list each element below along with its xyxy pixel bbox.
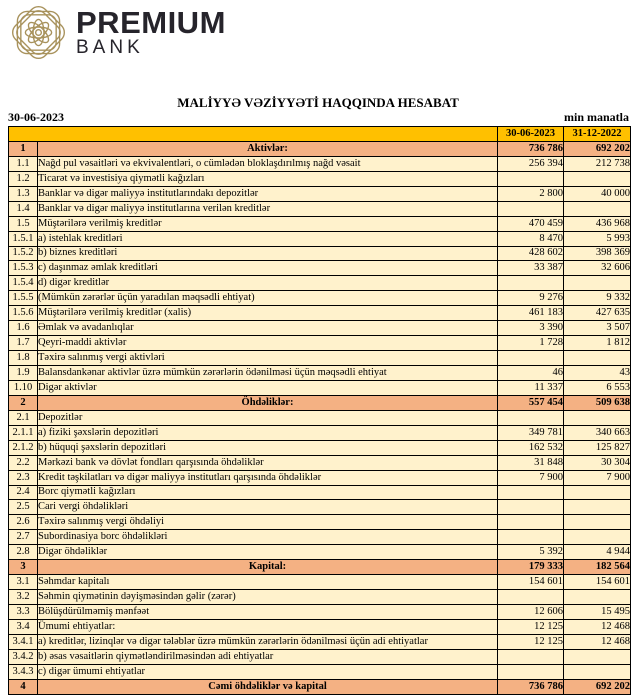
table-row	[9, 216, 631, 231]
unit-label: min manatla	[563, 110, 629, 124]
row-label-cell: Subordinasiya borc öhdəlikləri	[38, 530, 498, 545]
value-prior-cell	[564, 664, 631, 679]
row-number-cell: 1.4	[9, 201, 38, 216]
value-current-cell: 256 394	[498, 156, 564, 171]
table-row	[9, 664, 631, 679]
table-row	[9, 649, 631, 664]
row-number-cell: 2.8	[9, 545, 38, 560]
row-label-cell: b) biznes kreditləri	[38, 246, 498, 261]
row-number-cell: 1.5.2	[9, 246, 38, 261]
value-current-cell: 349 781	[498, 425, 564, 440]
table-row	[9, 366, 631, 381]
row-label-cell: b) hüquqi şəxslərin depozitləri	[38, 440, 498, 455]
value-current-cell	[498, 515, 564, 530]
value-prior-cell: 32 606	[564, 261, 631, 276]
table-row	[9, 470, 631, 485]
row-label-cell: Bölüşdürülməmiş mənfəət	[38, 605, 498, 620]
value-current-cell: 33 387	[498, 261, 564, 276]
value-current-cell: 3 390	[498, 321, 564, 336]
row-label-cell: Balansdankənar aktivlər üzrə mümkün zərərlərin ödənilməsi üçün məqsədli ehtiyat	[38, 366, 498, 381]
table-row	[9, 619, 631, 634]
table-row	[9, 679, 631, 694]
value-current-cell	[498, 276, 564, 291]
value-current-cell: 46	[498, 366, 564, 381]
value-prior-cell: 15 495	[564, 605, 631, 620]
row-number-cell: 2.6	[9, 515, 38, 530]
table-row	[9, 545, 631, 560]
row-label-cell: a) kreditlər, lizinqlər və digər tələblər üzrə mümkün zərərlərin ödənilməsi üçün adi ehtiyatlar	[38, 634, 498, 649]
row-number-cell: 3.4.1	[9, 634, 38, 649]
value-prior-cell	[564, 351, 631, 366]
table-row	[9, 336, 631, 351]
value-prior-cell: 427 635	[564, 306, 631, 321]
value-prior-cell: 212 738	[564, 156, 631, 171]
row-number-cell: 1.7	[9, 336, 38, 351]
value-prior-cell	[564, 500, 631, 515]
value-current-cell: 12 125	[498, 619, 564, 634]
row-number-cell: 2.2	[9, 455, 38, 470]
row-label-cell: Ticarət və investisiya qiymətli kağızları	[38, 171, 498, 186]
row-number-cell: 1.5	[9, 216, 38, 231]
value-current-cell: 12 606	[498, 605, 564, 620]
financial-position-table	[8, 126, 631, 695]
value-prior-cell	[564, 515, 631, 530]
table-row	[9, 410, 631, 425]
row-number-cell: 3.1	[9, 575, 38, 590]
row-number-cell: 1.5.6	[9, 306, 38, 321]
value-prior-cell: 43	[564, 366, 631, 381]
row-label-cell: a) fiziki şəxslərin depozitləri	[38, 425, 498, 440]
row-number-cell: 2.4	[9, 485, 38, 500]
value-current-cell	[498, 351, 564, 366]
row-number-cell: 2.1	[9, 410, 38, 425]
row-number-cell: 2.3	[9, 470, 38, 485]
row-number-cell: 1.2	[9, 171, 38, 186]
row-label-cell: Müştərilərə verilmiş kreditlər (xalis)	[38, 306, 498, 321]
row-label-cell: Banklar və digər maliyyə institutlarındakı depozitlər	[38, 186, 498, 201]
value-current-cell	[498, 649, 564, 664]
table-row	[9, 560, 631, 575]
row-label-cell: Təxirə salınmış vergi öhdəliyi	[38, 515, 498, 530]
table-row	[9, 246, 631, 261]
table-row	[9, 141, 631, 156]
table-row	[9, 440, 631, 455]
value-prior-cell: 40 000	[564, 186, 631, 201]
row-label-cell: (Mümkün zərərlər üçün yaradılan məqsədli ehtiyat)	[38, 291, 498, 306]
row-number-cell: 4	[9, 679, 38, 694]
row-label-cell: Banklar və digər maliyyə institutlarına verilən kreditlər	[38, 201, 498, 216]
row-number-cell: 1.10	[9, 380, 38, 395]
value-prior-cell: 692 202	[564, 141, 631, 156]
value-prior-cell	[564, 485, 631, 500]
value-current-cell: 470 459	[498, 216, 564, 231]
table-row	[9, 515, 631, 530]
value-prior-cell	[564, 590, 631, 605]
table-row	[9, 575, 631, 590]
row-label-cell: Qeyri-maddi aktivlər	[38, 336, 498, 351]
value-current-cell: 7 900	[498, 470, 564, 485]
value-prior-cell: 154 601	[564, 575, 631, 590]
row-number-cell: 1.8	[9, 351, 38, 366]
row-label-cell: Kapital:	[38, 560, 498, 575]
value-prior-cell: 4 944	[564, 545, 631, 560]
report-date: 30-06-2023	[8, 110, 64, 124]
table-row	[9, 380, 631, 395]
value-current-cell: 154 601	[498, 575, 564, 590]
logo-text	[76, 4, 226, 58]
value-current-cell: 461 183	[498, 306, 564, 321]
table-row	[9, 321, 631, 336]
table-row	[9, 156, 631, 171]
value-current-cell	[498, 590, 564, 605]
table-row	[9, 395, 631, 410]
value-current-cell: 8 470	[498, 231, 564, 246]
row-label-cell: Səhmdar kapitalı	[38, 575, 498, 590]
table-row	[9, 201, 631, 216]
value-current-cell: 2 800	[498, 186, 564, 201]
value-prior-cell	[564, 171, 631, 186]
value-prior-cell	[564, 530, 631, 545]
value-prior-cell: 9 332	[564, 291, 631, 306]
value-current-cell	[498, 485, 564, 500]
value-current-cell: 5 392	[498, 545, 564, 560]
row-label-cell: a) istehlak kreditləri	[38, 231, 498, 246]
row-label-cell: Təxirə salınmış vergi aktivləri	[38, 351, 498, 366]
value-current-cell: 557 454	[498, 395, 564, 410]
value-current-cell: 428 602	[498, 246, 564, 261]
value-current-cell: 179 333	[498, 560, 564, 575]
value-current-cell	[498, 410, 564, 425]
table-row	[9, 605, 631, 620]
ornamental-knot-icon	[10, 4, 67, 61]
value-prior-cell: 509 638	[564, 395, 631, 410]
row-label-cell: Öhdəliklər:	[38, 395, 498, 410]
row-number-cell: 3.4.3	[9, 664, 38, 679]
value-prior-cell: 12 468	[564, 619, 631, 634]
table-row	[9, 485, 631, 500]
col-header-prior: 31-12-2022	[564, 127, 631, 142]
row-label-cell: Cəmi öhdəliklər və kapital	[38, 679, 498, 694]
value-current-cell	[498, 171, 564, 186]
row-number-cell: 1	[9, 141, 38, 156]
row-number-cell: 1.5.3	[9, 261, 38, 276]
row-label-cell: Depozitlər	[38, 410, 498, 425]
value-prior-cell: 436 968	[564, 216, 631, 231]
row-label-cell: Borc qiymətli kağızları	[38, 485, 498, 500]
value-prior-cell: 7 900	[564, 470, 631, 485]
row-number-cell: 1.3	[9, 186, 38, 201]
row-number-cell: 1.5.5	[9, 291, 38, 306]
table-row	[9, 231, 631, 246]
value-prior-cell	[564, 649, 631, 664]
row-number-cell: 1.9	[9, 366, 38, 381]
header-empty-cell	[9, 127, 498, 142]
row-number-cell: 3.3	[9, 605, 38, 620]
table-row	[9, 425, 631, 440]
value-current-cell	[498, 664, 564, 679]
row-number-cell: 3.2	[9, 590, 38, 605]
table-row	[9, 530, 631, 545]
table-row	[9, 455, 631, 470]
row-label-cell: Digər öhdəliklər	[38, 545, 498, 560]
row-number-cell: 3.4.2	[9, 649, 38, 664]
row-label-cell: d) digər kreditlər	[38, 276, 498, 291]
row-label-cell: Səhmin qiymətinin dəyişməsindən gəlir (zərər)	[38, 590, 498, 605]
value-prior-cell: 125 827	[564, 440, 631, 455]
value-prior-cell	[564, 410, 631, 425]
value-prior-cell: 1 812	[564, 336, 631, 351]
row-label-cell: Əmlak və avadanlıqlar	[38, 321, 498, 336]
table-row	[9, 261, 631, 276]
logo-subtitle: BANK	[76, 36, 144, 58]
value-prior-cell	[564, 276, 631, 291]
value-current-cell: 11 337	[498, 380, 564, 395]
value-current-cell	[498, 530, 564, 545]
value-current-cell	[498, 201, 564, 216]
table-row	[9, 306, 631, 321]
value-current-cell: 9 276	[498, 291, 564, 306]
value-prior-cell: 398 369	[564, 246, 631, 261]
row-number-cell: 2.7	[9, 530, 38, 545]
value-prior-cell: 340 663	[564, 425, 631, 440]
col-header-current: 30-06-2023	[498, 127, 564, 142]
row-label-cell: Kredit təşkilatları və digər maliyyə institutları qarşısında öhdəliklər	[38, 470, 498, 485]
value-current-cell	[498, 500, 564, 515]
table-header-row	[9, 127, 631, 142]
table-row	[9, 351, 631, 366]
value-prior-cell: 12 468	[564, 634, 631, 649]
row-number-cell: 3.4	[9, 619, 38, 634]
row-label-cell: b) əsas vəsaitlərin qiymətləndirilməsindən adi ehtiyatlar	[38, 649, 498, 664]
row-number-cell: 2.5	[9, 500, 38, 515]
row-number-cell: 3	[9, 560, 38, 575]
row-label-cell: Nağd pul vəsaitləri və ekvivalentləri, o cümlədən bloklaşdırılmış nağd vəsait	[38, 156, 498, 171]
premium-bank-logo	[10, 4, 226, 61]
value-current-cell: 162 532	[498, 440, 564, 455]
value-prior-cell: 3 507	[564, 321, 631, 336]
value-prior-cell: 6 553	[564, 380, 631, 395]
row-number-cell: 1.5.1	[9, 231, 38, 246]
value-prior-cell: 182 564	[564, 560, 631, 575]
row-number-cell: 2.1.2	[9, 440, 38, 455]
value-current-cell: 736 786	[498, 679, 564, 694]
value-prior-cell: 692 202	[564, 679, 631, 694]
table-row	[9, 171, 631, 186]
row-number-cell: 2	[9, 395, 38, 410]
row-number-cell: 2.1.1	[9, 425, 38, 440]
table-row	[9, 276, 631, 291]
table-row	[9, 634, 631, 649]
row-label-cell: c) digər ümumi ehtiyatlar	[38, 664, 498, 679]
table-row	[9, 186, 631, 201]
row-number-cell: 1.6	[9, 321, 38, 336]
value-current-cell: 31 848	[498, 455, 564, 470]
row-number-cell: 1.5.4	[9, 276, 38, 291]
row-label-cell: Ümumi ehtiyatlar:	[38, 619, 498, 634]
value-prior-cell	[564, 201, 631, 216]
row-label-cell: Müştərilərə verilmiş kreditlər	[38, 216, 498, 231]
table-row	[9, 590, 631, 605]
table-row	[9, 291, 631, 306]
row-label-cell: Cari vergi öhdəlikləri	[38, 500, 498, 515]
report-meta-row	[8, 110, 629, 125]
row-label-cell: Mərkəzi bank və dövlət fondları qarşısında öhdəliklər	[38, 455, 498, 470]
value-current-cell: 736 786	[498, 141, 564, 156]
value-current-cell: 12 125	[498, 634, 564, 649]
value-current-cell: 1 728	[498, 336, 564, 351]
row-label-cell: Aktivlər:	[38, 141, 498, 156]
table-row	[9, 500, 631, 515]
row-label-cell: Digər aktivlər	[38, 380, 498, 395]
report-title: MALİYYƏ VƏZİYYƏTİ HAQQINDA HESABAT	[177, 95, 459, 110]
logo-name: PREMIUM	[76, 4, 226, 40]
row-number-cell: 1.1	[9, 156, 38, 171]
row-label-cell: c) daşınmaz əmlak kreditləri	[38, 261, 498, 276]
value-prior-cell: 30 304	[564, 455, 631, 470]
value-prior-cell: 5 993	[564, 231, 631, 246]
